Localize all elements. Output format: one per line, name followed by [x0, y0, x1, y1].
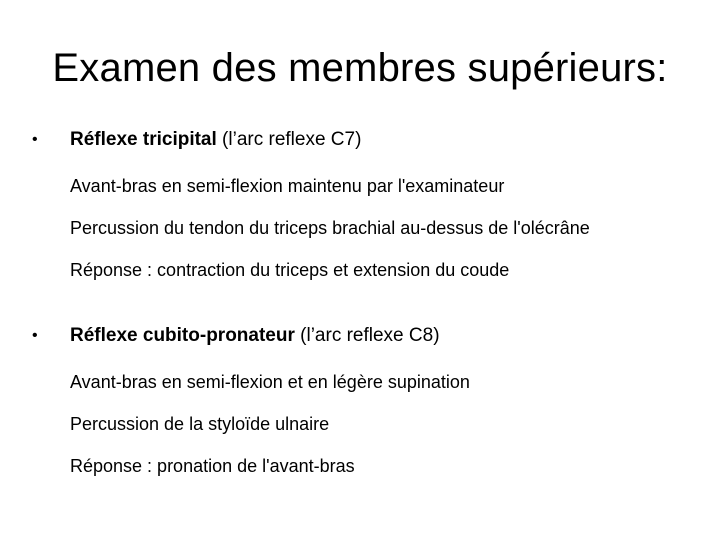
- bullet-section-triceps-reflex: [32, 124, 704, 282]
- bullet-heading-bold: Réflexe cubito-pronateur: [70, 325, 295, 346]
- bullet-section-cubito-pronator-reflex: [32, 320, 704, 478]
- bullet-heading-bold: Réflexe tricipital: [70, 129, 217, 150]
- bullet-icon: •: [32, 131, 38, 148]
- slide-title: Examen des membres supérieurs:: [52, 46, 668, 90]
- bullet-heading: [32, 320, 704, 352]
- sub-line: Réponse : contraction du triceps et extension du coude: [70, 260, 510, 280]
- sub-line: Avant-bras en semi-flexion maintenu par l'examinateur: [70, 176, 505, 196]
- bullet-heading: [32, 124, 704, 156]
- sub-line: Avant-bras en semi-flexion et en légère supination: [70, 372, 470, 392]
- bullet-heading-rest: (l’arc reflexe C7): [216, 129, 362, 150]
- sub-line: Percussion de la styloïde ulnaire: [70, 414, 330, 434]
- bullet-icon: •: [32, 327, 38, 344]
- sub-line: Réponse : pronation de l'avant-bras: [70, 456, 355, 476]
- bullet-heading-rest: (l’arc reflexe C8): [294, 325, 440, 346]
- slide-content: [32, 124, 704, 478]
- sub-line: Percussion du tendon du triceps brachial au-dessus de l'olécrâne: [70, 218, 590, 238]
